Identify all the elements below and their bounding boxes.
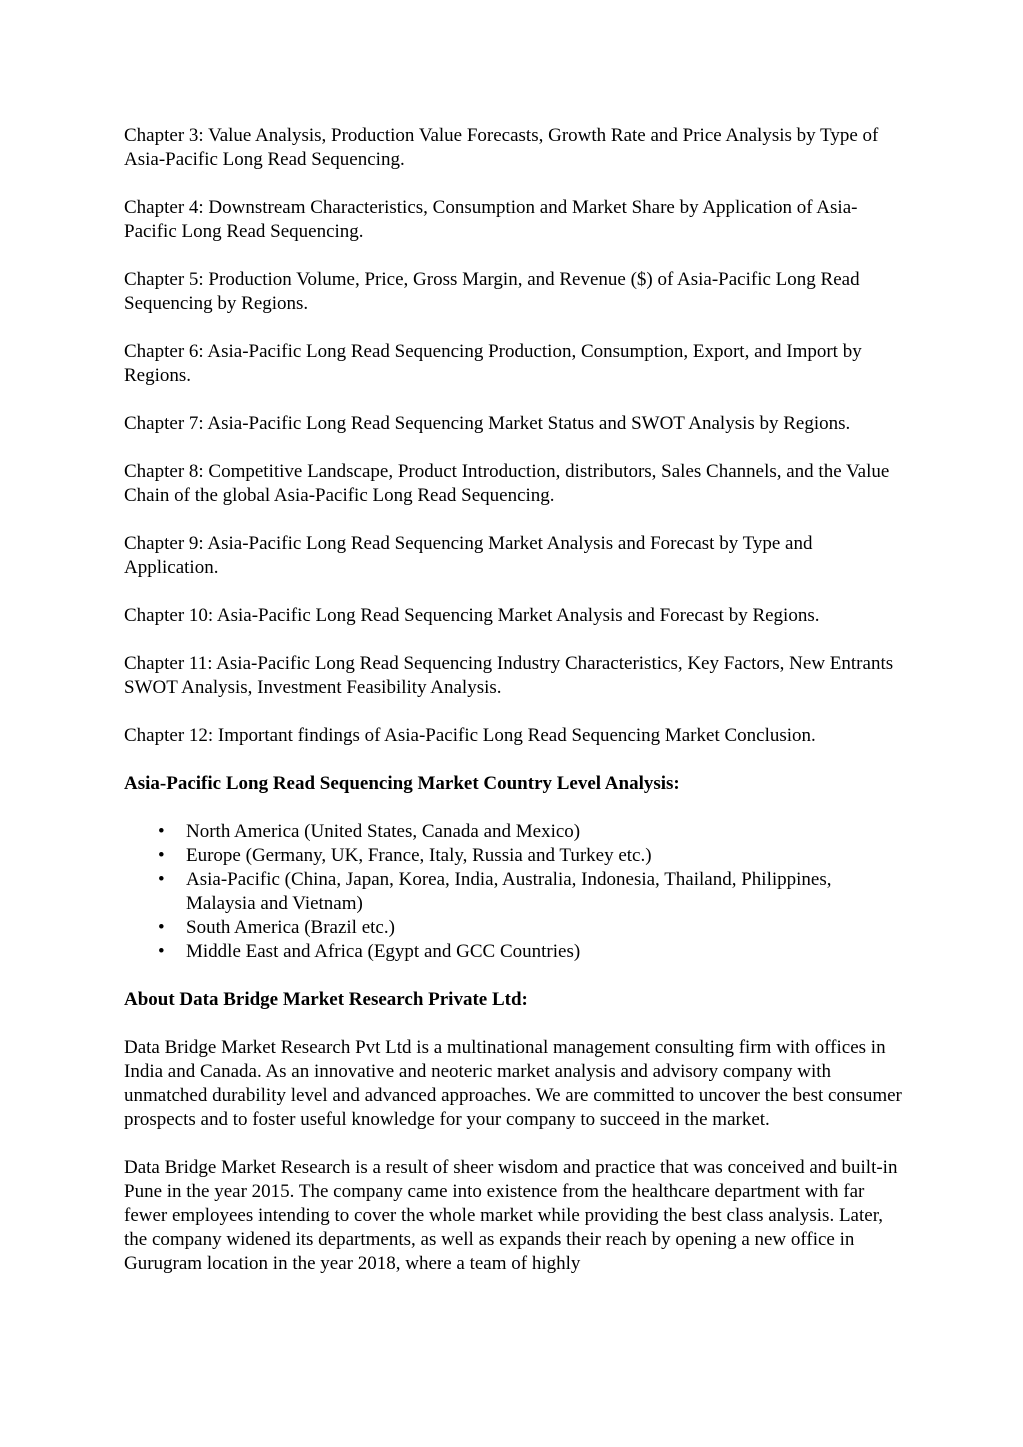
list-item [158,940,904,964]
document-page [124,124,904,1300]
list-item-text: Middle East and Africa (Egypt and GCC Countries) [186,941,581,962]
chapter-8-paragraph: Chapter 8: Competitive Landscape, Product Introduction, distributors, Sales Channels, and the Value Chain of the global Asia-Pacific Long Read Sequencing. [124,461,890,506]
chapter-12-paragraph: Chapter 12: Important findings of Asia-Pacific Long Read Sequencing Market Conclusion. [124,725,816,746]
bullet-icon: • [158,821,165,842]
list-item [158,844,904,868]
list-item-text: Asia-Pacific (China, Japan, Korea, India, Australia, Indonesia, Thailand, Philippines, Malaysia and Vietnam) [186,869,832,914]
list-item-text: South America (Brazil etc.) [186,917,395,938]
bullet-icon: • [158,917,165,938]
bullet-icon: • [158,941,165,962]
list-item [158,820,904,844]
about-heading: About Data Bridge Market Research Private Ltd: [124,989,528,1010]
list-item [158,916,904,940]
chapter-6-paragraph: Chapter 6: Asia-Pacific Long Read Sequencing Production, Consumption, Export, and Import by Regions. [124,341,862,386]
bullet-icon: • [158,845,165,866]
chapter-9-paragraph: Chapter 9: Asia-Pacific Long Read Sequencing Market Analysis and Forecast by Type and Application. [124,533,813,578]
chapter-3-paragraph: Chapter 3: Value Analysis, Production Value Forecasts, Growth Rate and Price Analysis by Type of Asia-Pacific Long Read Sequencing. [124,125,879,170]
about-paragraph-2: Data Bridge Market Research is a result of sheer wisdom and practice that was conceived and built-in Pune in the year 2015. The company came into existence from the healthcare department with far fewer employees intending to cover the whole market while providing the best class analysis. Later, the company widened its departments, as well as expands their reach by opening a new office in Gurugram location in the year 2018, where a team of highly [124,1157,898,1274]
chapter-7-paragraph: Chapter 7: Asia-Pacific Long Read Sequencing Market Status and SWOT Analysis by Regions. [124,413,851,434]
chapter-10-paragraph: Chapter 10: Asia-Pacific Long Read Sequencing Market Analysis and Forecast by Regions. [124,605,820,626]
country-list [124,820,904,964]
list-item-text: North America (United States, Canada and Mexico) [186,821,581,842]
list-item-text: Europe (Germany, UK, France, Italy, Russia and Turkey etc.) [186,845,652,866]
country-analysis-heading: Asia-Pacific Long Read Sequencing Market Country Level Analysis: [124,773,680,794]
chapter-11-paragraph: Chapter 11: Asia-Pacific Long Read Sequencing Industry Characteristics, Key Factors, New Entrants SWOT Analysis, Investment Feasibility Analysis. [124,653,894,698]
bullet-icon: • [158,869,165,890]
about-paragraph-1: Data Bridge Market Research Pvt Ltd is a multinational management consulting firm with offices in India and Canada. As an innovative and neoteric market analysis and advisory company with unmatched durability level and advanced approaches. We are committed to uncover the best consumer prospects and to foster useful knowledge for your company to succeed in the market. [124,1037,902,1130]
chapter-4-paragraph: Chapter 4: Downstream Characteristics, Consumption and Market Share by Application of Asia-Pacific Long Read Sequencing. [124,197,858,242]
list-item [158,868,904,916]
chapter-5-paragraph: Chapter 5: Production Volume, Price, Gross Margin, and Revenue ($) of Asia-Pacific Long Read Sequencing by Regions. [124,269,860,314]
